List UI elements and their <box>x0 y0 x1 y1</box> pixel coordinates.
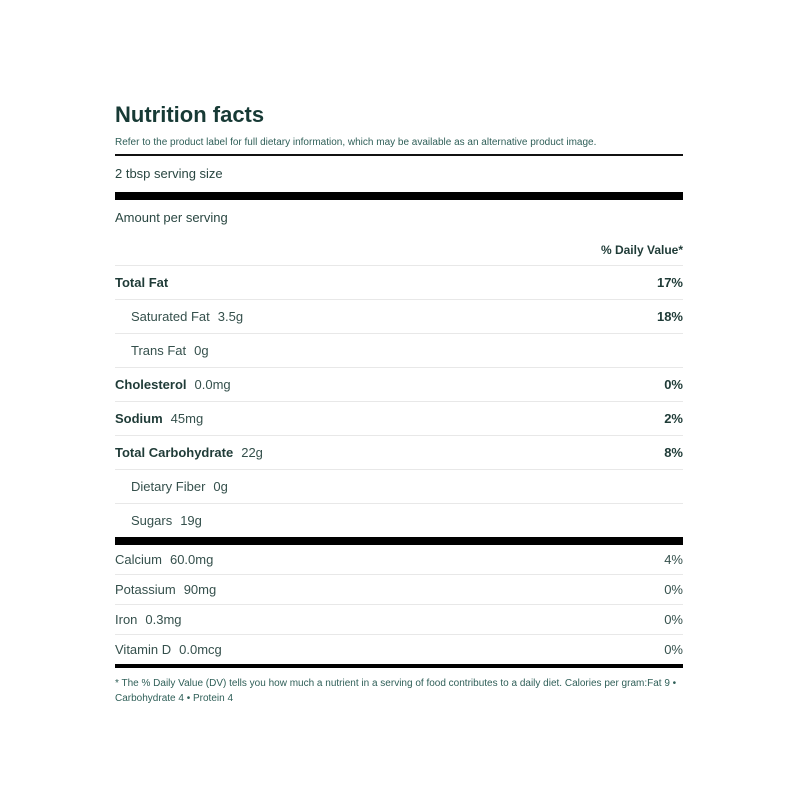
nutrient-row-total-fat <box>115 266 683 300</box>
mineral-row-calcium <box>115 545 683 575</box>
mineral-row-iron <box>115 605 683 635</box>
mineral-label: Vitamin D <box>115 642 172 657</box>
nutrient-label: Total Fat <box>115 275 169 290</box>
nutrient-amount: 0.0mg <box>194 377 231 392</box>
daily-value-header: % Daily Value* <box>115 235 683 266</box>
nutrition-facts-panel <box>115 100 683 706</box>
nutrient-dv: 8% <box>664 445 683 460</box>
mineral-dv: 0% <box>664 582 683 597</box>
nutrient-label: Trans Fat <box>131 343 187 358</box>
mineral-amount: 0.0mcg <box>179 642 222 657</box>
mineral-amount: 60.0mg <box>169 552 214 567</box>
nutrient-dv: 2% <box>664 411 683 426</box>
nutrient-amount: 19g <box>180 513 202 528</box>
mineral-label: Calcium <box>115 552 162 567</box>
nutrient-label: Saturated Fat <box>131 309 210 324</box>
nutrient-amount: 22g <box>241 445 263 460</box>
mineral-amount: 0.3mg <box>145 612 182 627</box>
nutrient-amount: 45mg <box>170 411 204 426</box>
thick-divider <box>115 537 683 545</box>
nutrient-row-cholesterol <box>115 368 683 402</box>
mineral-dv: 4% <box>664 552 683 567</box>
nutrient-label: Cholesterol <box>115 377 187 392</box>
nutrient-dv: 18% <box>656 309 683 324</box>
nutrient-row-total-carbohydrate <box>115 436 683 470</box>
mineral-label: Iron <box>115 612 138 627</box>
mineral-label: Potassium <box>115 582 176 597</box>
nutrient-row-dietary-fiber <box>115 470 683 504</box>
nutrient-dv: 0% <box>664 377 683 392</box>
nutrient-row-sugars <box>115 504 683 537</box>
nutrient-label: Sodium <box>115 411 163 426</box>
nutrient-dv: 17% <box>656 275 683 290</box>
divider <box>115 664 683 668</box>
nutrient-label: Sugars <box>131 513 173 528</box>
mineral-dv: 0% <box>664 642 683 657</box>
nutrient-row-sodium <box>115 402 683 436</box>
nutrient-amount: 0g <box>194 343 209 358</box>
nutrient-amount: 3.5g <box>217 309 244 324</box>
footnote: * The % Daily Value (DV) tells you how much a nutrient in a serving of food contributes to a daily diet. Calories per gram:Fat 9 • Carbohydrate 4 • Protein 4 <box>115 678 677 704</box>
serving-size: 2 tbsp serving size <box>115 166 223 181</box>
mineral-row-potassium <box>115 575 683 605</box>
nutrient-label: Dietary Fiber <box>131 479 206 494</box>
thick-divider <box>115 192 683 200</box>
amount-per-serving: Amount per serving <box>115 210 228 225</box>
nutrient-row-saturated-fat <box>115 300 683 334</box>
label-note: Refer to the product label for full dietary information, which may be available as an alternative product image. <box>115 137 597 148</box>
mineral-dv: 0% <box>664 612 683 627</box>
mineral-row-vitamin-d <box>115 635 683 664</box>
nutrient-row-trans-fat <box>115 334 683 368</box>
nutrient-amount: 0g <box>213 479 228 494</box>
page-title: Nutrition facts <box>115 102 265 127</box>
mineral-amount: 90mg <box>183 582 217 597</box>
nutrient-label: Total Carbohydrate <box>115 445 234 460</box>
